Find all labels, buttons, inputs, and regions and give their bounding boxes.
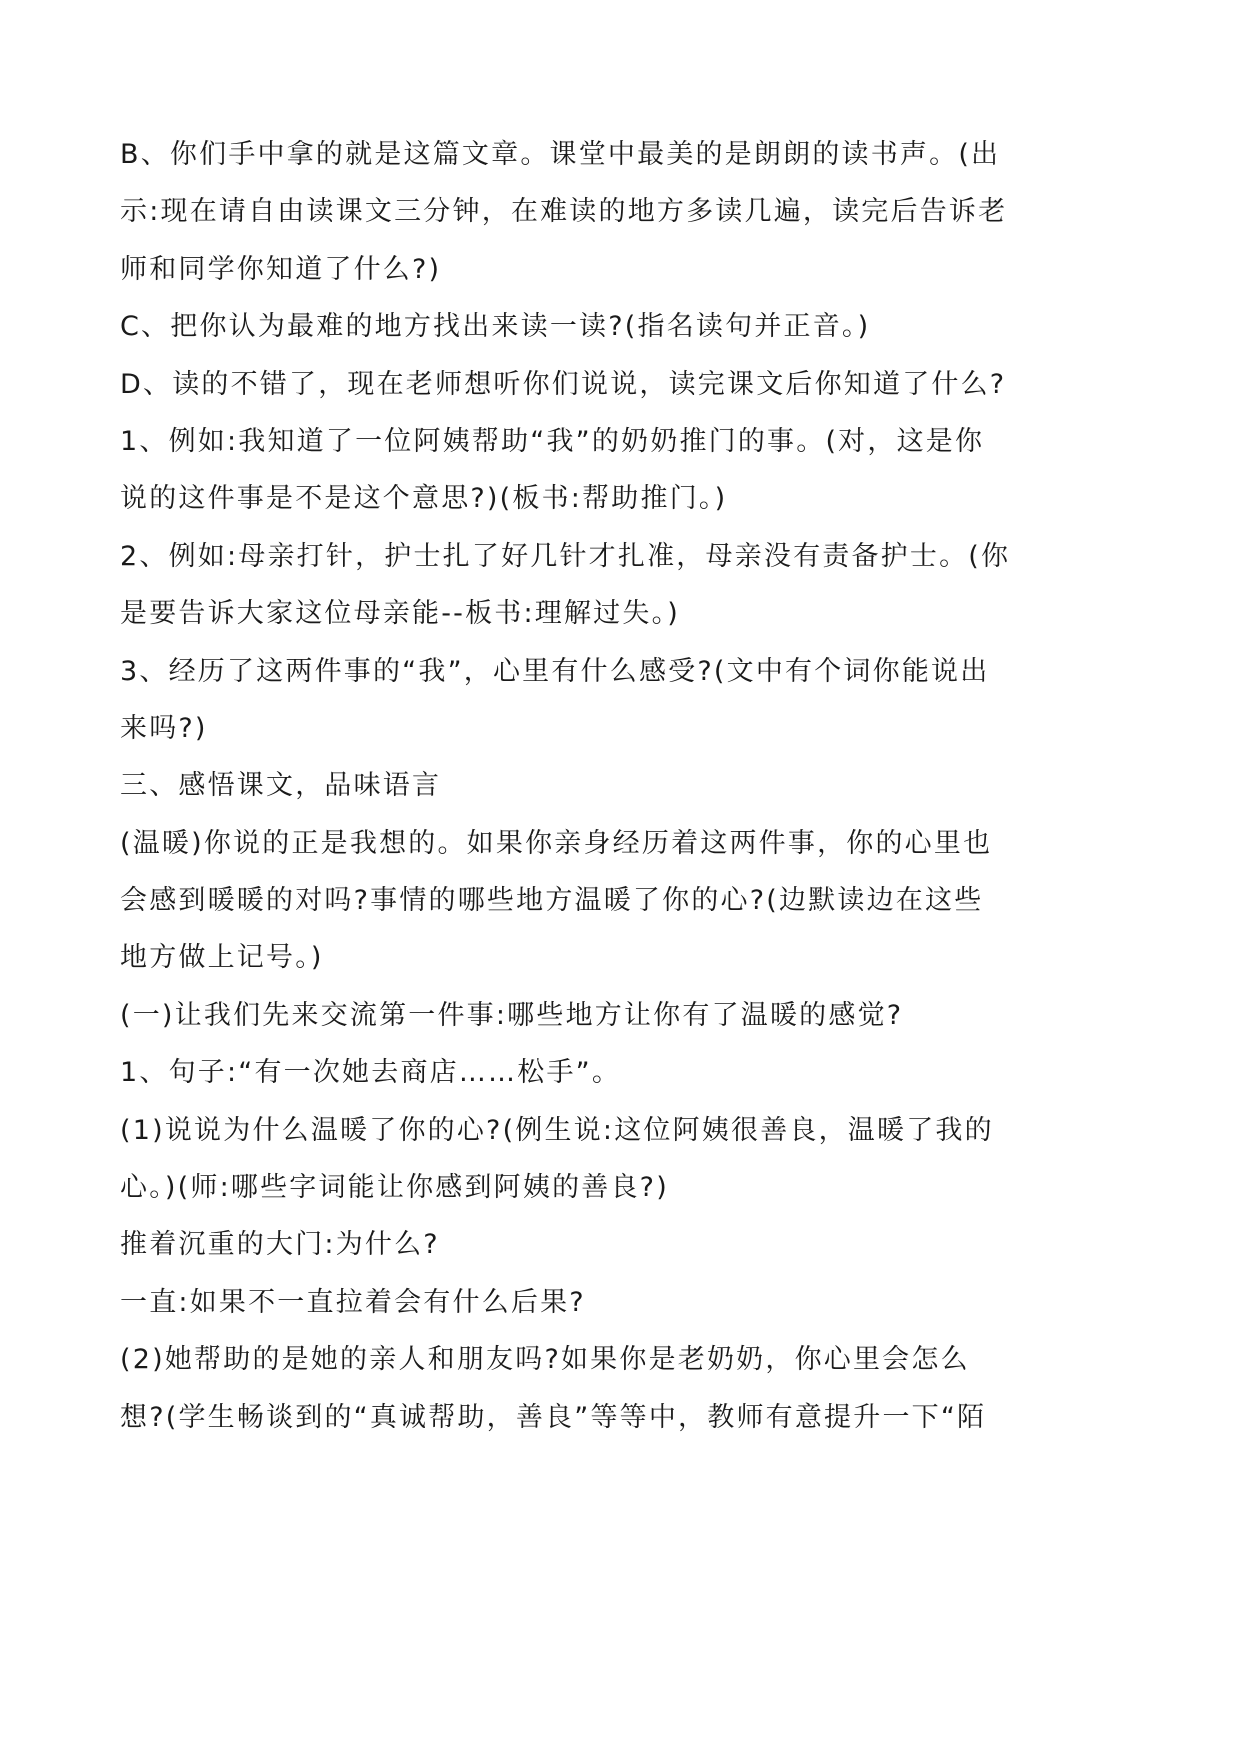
text-line: (2)她帮助的是她的亲人和朋友吗?如果你是老奶奶，你心里会怎么 [120,1344,970,1376]
text-line: 心。)(师:哪些字词能让你感到阿姨的善良?) [120,1172,669,1204]
text-line: 3、经历了这两件事的“我”，心里有什么感受?(文中有个词你能说出 [120,655,990,687]
text-line: 师和同学你知道了什么?) [120,253,442,285]
text-line: 地方做上记号。) [120,942,324,974]
subsection-heading: (一)让我们先来交流第一件事:哪些地方让你有了温暖的感觉? [120,999,904,1031]
text-line: 是要告诉大家这位母亲能--板书:理解过失。) [120,598,681,630]
text-line: D、读的不错了，现在老师想听你们说说，读完课文后你知道了什么? [120,368,1007,400]
text-line: 说的这件事是不是这个意思?)(板书:帮助推门。) [120,483,728,515]
text-line: B、你们手中拿的就是这篇文章。课堂中最美的是朗朗的读书声。(出 [120,139,1001,170]
text-line: 一直:如果不一直拉着会有什么后果? [120,1286,586,1318]
text-line: 2、例如:母亲打针，护士扎了好几针才扎准，母亲没有责备护士。(你 [120,540,1011,572]
text-line: 想?(学生畅谈到的“真诚帮助，善良”等等中，教师有意提升一下“陌 [120,1401,987,1433]
text-line: 推着沉重的大门:为什么? [120,1229,440,1261]
text-line: 会感到暖暖的对吗?事情的哪些地方温暖了你的心?(边默读边在这些 [120,885,984,917]
text-line: 1、句子:“有一次她去商店……松手”。 [120,1057,622,1089]
text-line: (温暖)你说的正是我想的。如果你亲身经历着这两件事，你的心里也 [120,827,993,859]
text-line: (1)说说为什么温暖了你的心?(例生说:这位阿姨很善良，温暖了我的 [120,1114,994,1146]
text-line: 来吗?) [120,712,208,744]
document-body [120,126,1020,1446]
text-line: C、把你认为最难的地方找出来读一读?(指名读句并正音。) [120,311,871,343]
section-heading: 三、感悟课文，品味语言 [120,770,442,802]
text-line: 示:现在请自由读课文三分钟，在难读的地方多读几遍，读完后告诉老 [120,196,1008,228]
text-line: 1、例如:我知道了一位阿姨帮助“我”的奶奶推门的事。(对，这是你 [120,425,985,457]
